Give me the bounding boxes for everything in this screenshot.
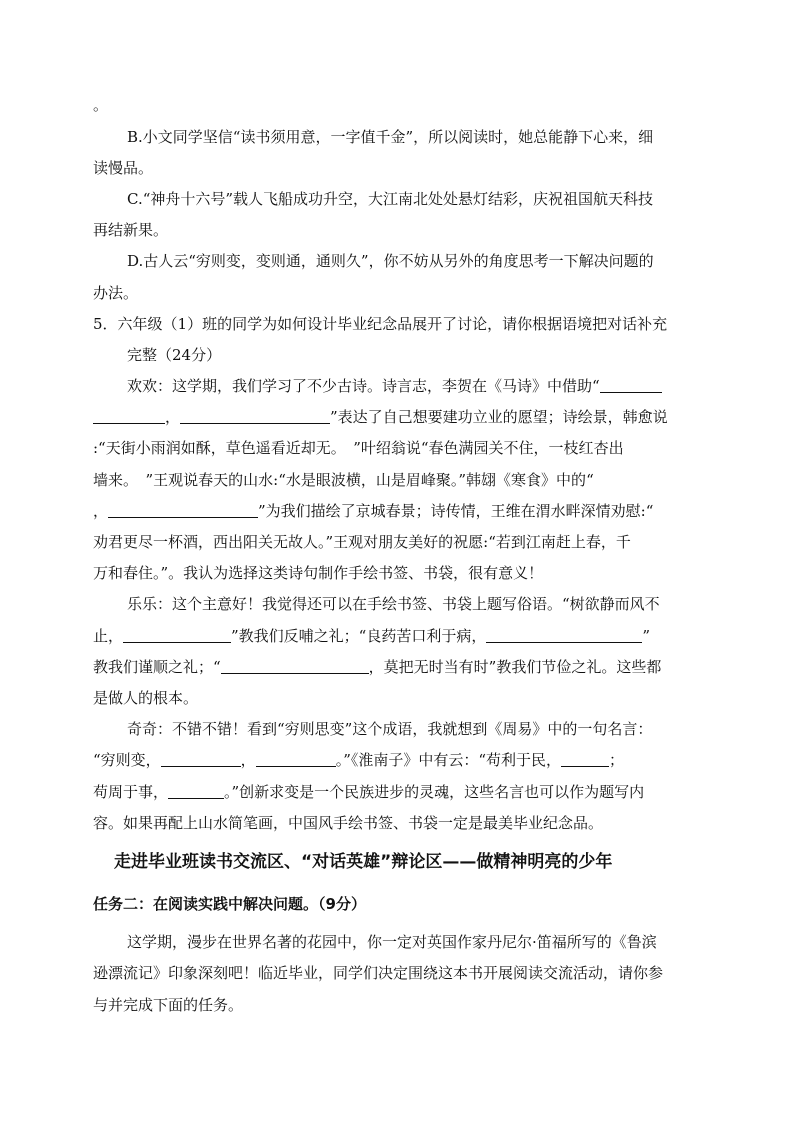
text-line: [93, 996, 794, 1014]
answer-blank[interactable]: [221, 659, 369, 674]
option-b-line: [127, 128, 794, 146]
text-run: 。: [93, 96, 109, 114]
lele-line: [127, 595, 794, 613]
answer-blank[interactable]: [256, 752, 336, 767]
text-run: D.古人云“穷则变，变则通，通则久”，你不妨从另外的角度思考一下解决问题的: [127, 252, 654, 270]
answer-blank[interactable]: [93, 409, 165, 424]
text-run: 任务二：在阅读实践中解决问题。（9分）: [93, 895, 366, 913]
text-run: 5．六年级（1）班的同学为如何设计毕业纪念品展开了讨论，请你根据语境把对话补充: [93, 315, 668, 333]
answer-blank[interactable]: [180, 409, 330, 424]
text-run: 教我们谨顺之礼；“: [93, 658, 221, 676]
text-run: ，莫把无时当有时”教我们节俭之礼。这些都: [368, 658, 662, 676]
answer-blank[interactable]: [600, 378, 662, 393]
text-run: 苟周于事，: [93, 783, 169, 801]
text-run: 奇奇：不错不错！看到“穷则思变”这个成语，我就想到《周易》中的一句名言：: [127, 720, 653, 738]
text-run: 这学期，漫步在世界名著的花园中，你一定对英国作家丹尼尔·笛福所写的《鲁滨: [127, 933, 657, 951]
text-run: 完整（24分）: [127, 346, 222, 364]
text-line: [93, 502, 794, 520]
answer-blank[interactable]: [161, 752, 241, 767]
text-run: ”表达了自己想要建功立业的愿望；诗绘景，韩愈说: [330, 408, 668, 426]
text-line: [93, 533, 794, 551]
section-heading: [114, 853, 794, 871]
text-line: [93, 783, 794, 801]
text-run: 劝君更尽一杯酒，西出阳关无故人。”王观对朋友美好的祝愿:“若到江南赶上春，千: [93, 533, 631, 551]
text-run: “穷则变，: [93, 751, 161, 769]
text-run: ；: [609, 751, 625, 769]
answer-blank[interactable]: [561, 752, 609, 767]
text-run: 。”《淮南子》中有云：“苟利于民，: [335, 751, 562, 769]
task-paragraph-line: [127, 933, 794, 951]
text-run: 欢欢：这学期，我们学习了不少古诗。诗言志，李贺在《马诗》中借助“: [127, 377, 600, 395]
option-c-line: [127, 190, 794, 208]
answer-blank[interactable]: [168, 784, 224, 799]
text-line: [93, 221, 794, 239]
text-run: ”教我们反哺之礼；“良药苦口利于病，: [231, 627, 487, 645]
answer-blank[interactable]: [486, 628, 642, 643]
text-line: [93, 658, 794, 676]
text-run: C.“神舟十六号”载人飞船成功升空，大江南北处处悬灯结彩，庆祝祖国航天科技: [127, 190, 654, 208]
text-line: [93, 284, 794, 302]
option-d-line: [127, 252, 794, 270]
text-run: 读慢品。: [93, 159, 154, 177]
text-line: [93, 627, 794, 645]
task-title: [93, 895, 794, 913]
text-run: 乐乐：这个主意好！我觉得还可以在手绘书签、书袋上题写俗语。“树欲静而风不: [127, 595, 660, 613]
question-5-line: [93, 315, 794, 333]
text-line: [93, 159, 794, 177]
text-run: 办法。: [93, 284, 139, 302]
text-run: 逊漂流记》印象深刻吧！临近毕业，同学们决定围绕这本书开展阅读交流活动，请你参: [93, 964, 664, 982]
text-run: ”: [642, 627, 651, 645]
question-score-line: [127, 346, 794, 364]
text-line: [93, 689, 794, 707]
text-run: 走进毕业班读书交流区、“对话英雄”辩论区——做精神明亮的少年: [114, 852, 613, 872]
answer-blank[interactable]: [123, 628, 231, 643]
text-line: [93, 471, 794, 489]
text-run: 是做人的根本。: [93, 689, 199, 707]
text-run: ，: [93, 502, 109, 520]
text-run: 再结新果。: [93, 221, 169, 239]
text-line: [93, 96, 794, 114]
text-run: ，: [165, 408, 181, 426]
answer-blank[interactable]: [108, 503, 258, 518]
text-run: B.小文同学坚信“读书须用意，一字值千金”，所以阅读时，她总能静下心来，细: [127, 128, 654, 146]
text-line: [93, 751, 794, 769]
text-run: 。”创新求变是一个民族进步的灵魂，这些名言也可以作为题写内: [224, 783, 645, 801]
qiqi-line: [127, 720, 794, 738]
text-line: [93, 814, 794, 832]
text-run: :“天街小雨润如酥，草色遥看近却无。 ”叶绍翁说“春色满园关不住，一枝红杏出: [93, 439, 624, 457]
text-run: 止，: [93, 627, 124, 645]
text-run: 容。如果再配上山水简笔画，中国风手绘书签、书袋一定是最美毕业纪念品。: [93, 814, 604, 832]
huanhuan-line: [127, 377, 794, 395]
text-run: ，: [240, 751, 256, 769]
text-line: [93, 964, 794, 982]
text-line: [93, 408, 794, 426]
text-run: 墙来。 ”王观说春天的山水:“水是眼波横，山是眉峰聚。”韩翃《寒食》中的“: [93, 471, 594, 489]
text-line: [93, 439, 794, 457]
text-run: 与并完成下面的任务。: [93, 996, 244, 1014]
text-run: ”为我们描绘了京城春景；诗传情，王维在渭水畔深情劝慰:“: [258, 502, 654, 520]
text-run: 万和春住。”。我认为选择这类诗句制作手绘书签、书袋，很有意义！: [93, 564, 544, 582]
text-line: [93, 564, 794, 582]
